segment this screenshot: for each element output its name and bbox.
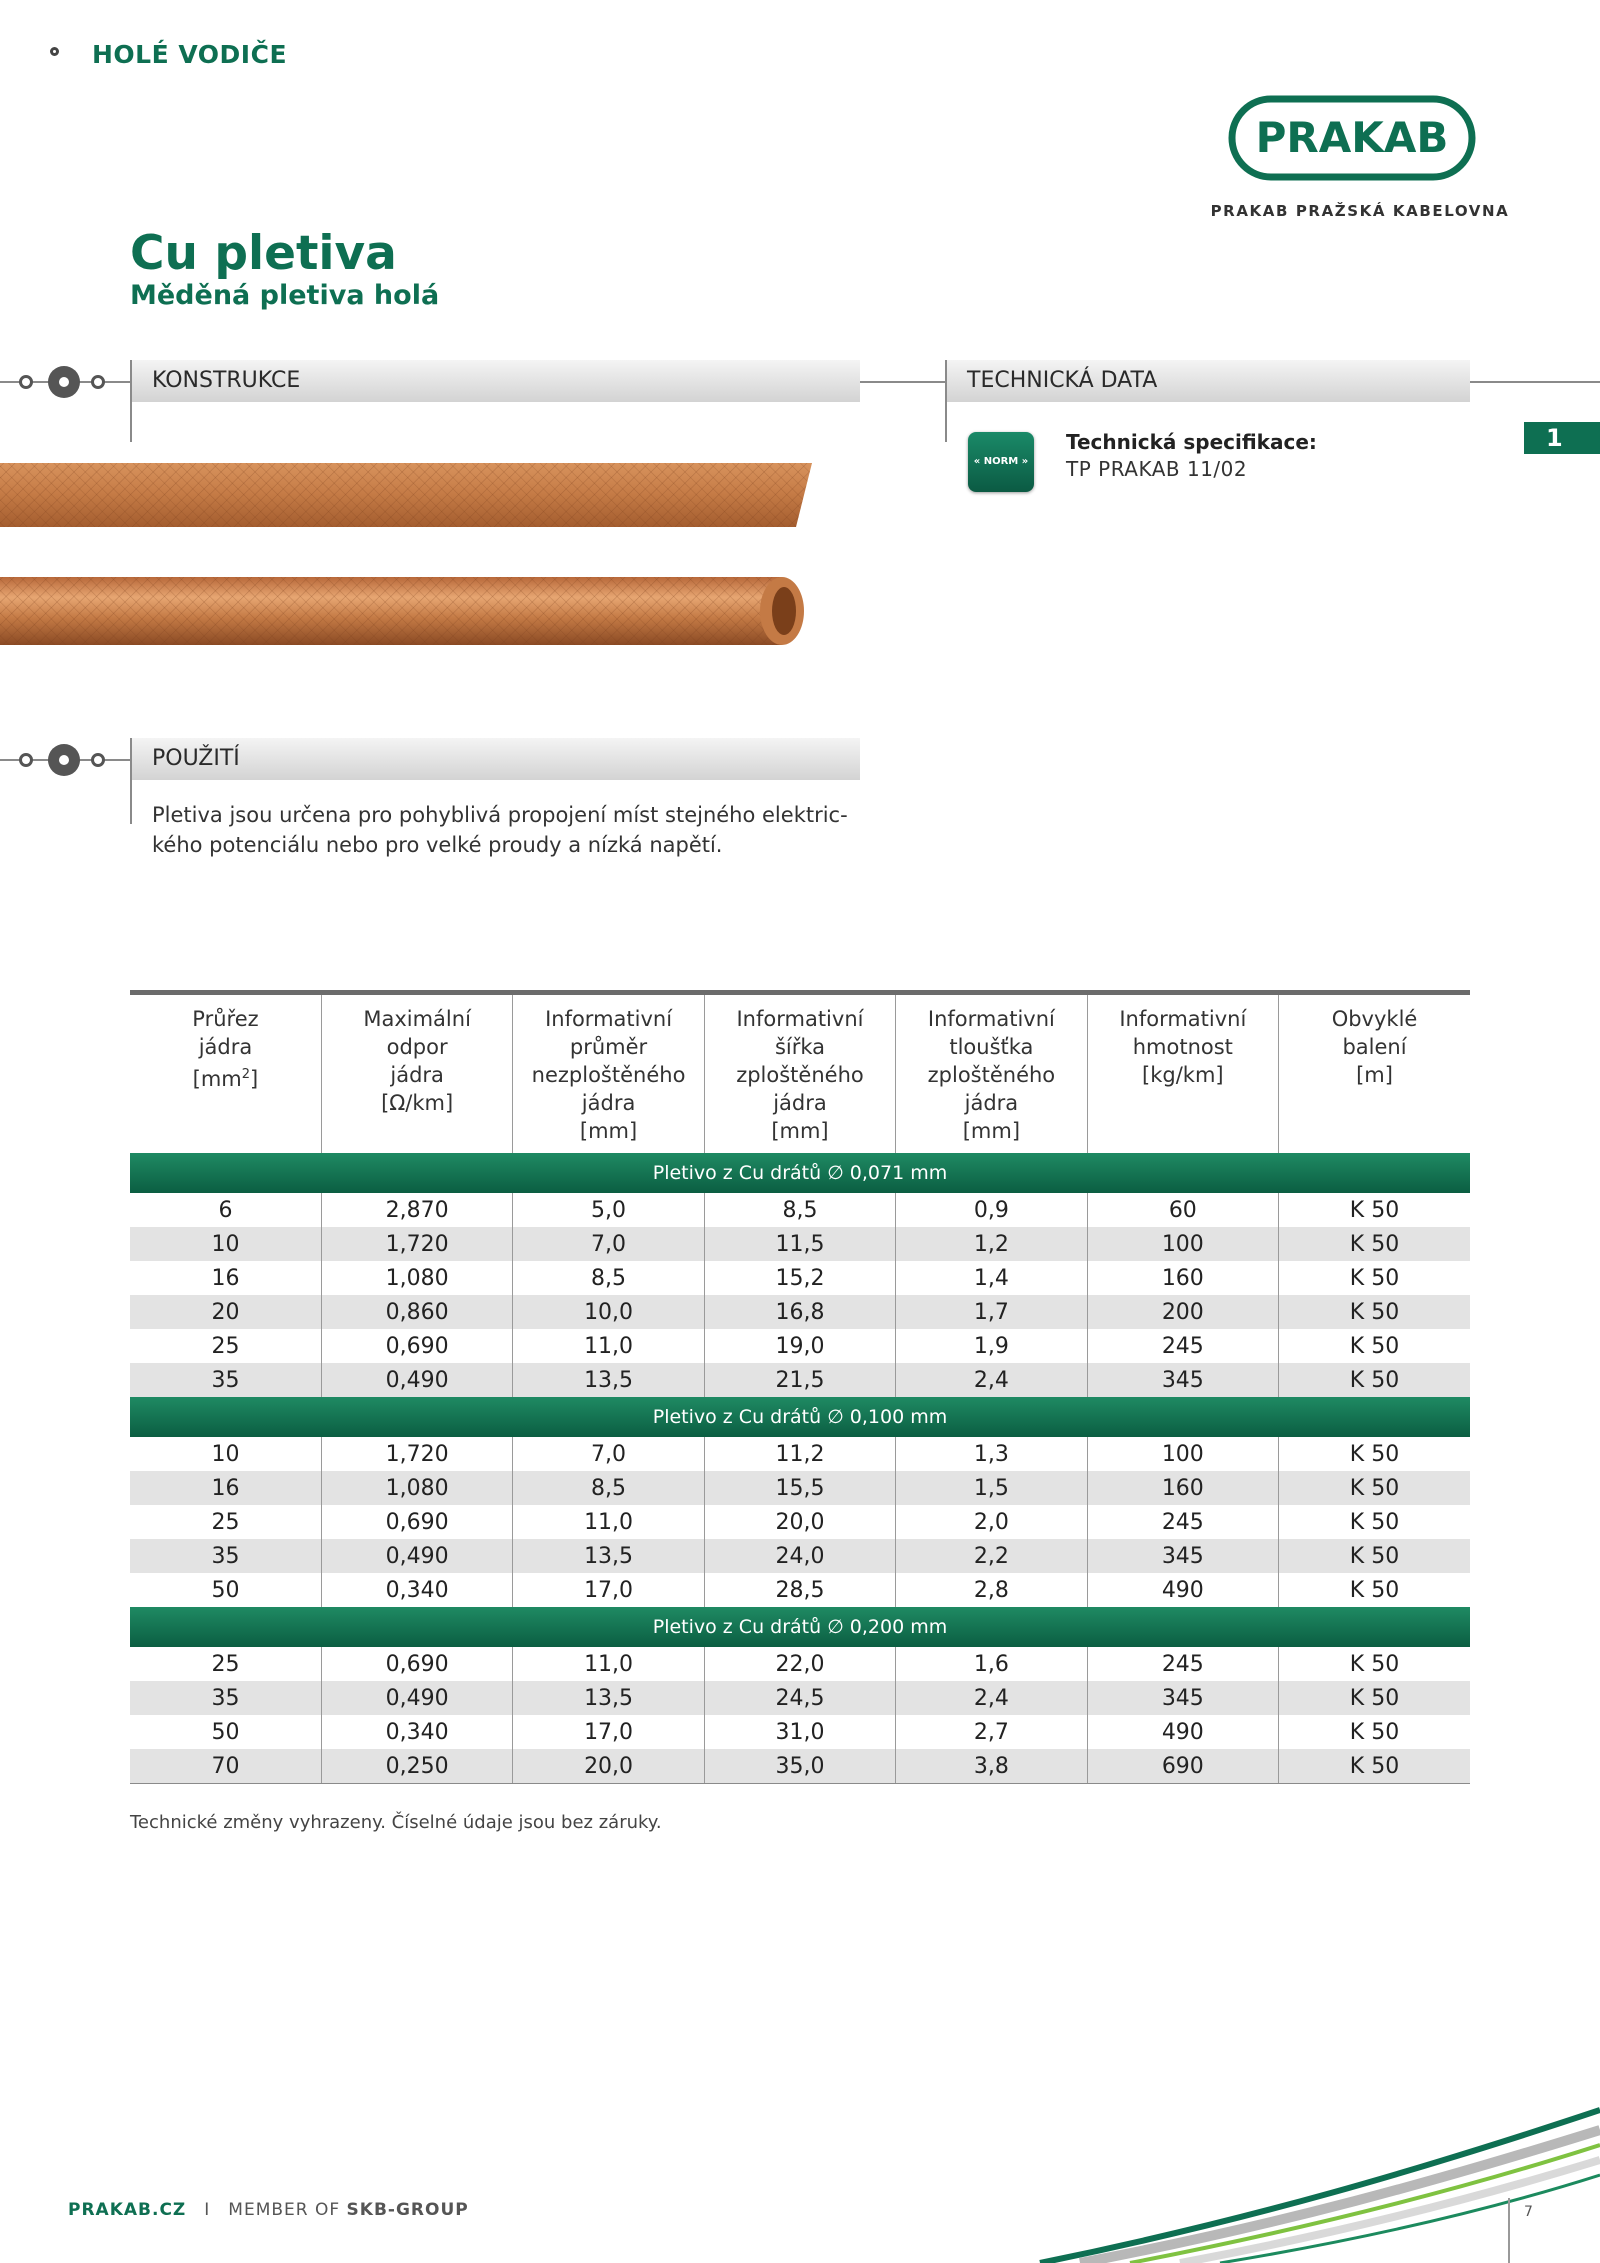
table-row	[130, 1363, 1470, 1397]
table-cell: 11,2	[704, 1437, 895, 1471]
table-cell: 28,5	[704, 1573, 895, 1607]
prakab-logo	[1228, 95, 1476, 181]
table-cell: 20,0	[513, 1749, 704, 1784]
group-title: Pletivo z Cu drátů ∅ 0,100 mm	[130, 1397, 1470, 1437]
section-label: HOLÉ VODIČE	[92, 40, 288, 69]
table-cell: 25	[130, 1505, 321, 1539]
table-cell: 1,3	[896, 1437, 1087, 1471]
unit-text: [m]	[1356, 1063, 1393, 1087]
table-cell: 13,5	[513, 1539, 704, 1573]
table-cell: 6	[130, 1193, 321, 1227]
table-cell: 245	[1087, 1505, 1278, 1539]
spec-value: TP PRAKAB 11/02	[1066, 457, 1248, 481]
table-cell: 0,9	[896, 1193, 1087, 1227]
table-cell: 2,7	[896, 1715, 1087, 1749]
table-cell: 1,6	[896, 1647, 1087, 1681]
column-header-line: šířka	[774, 1035, 826, 1059]
table-cell: 490	[1087, 1573, 1278, 1607]
column-header	[513, 993, 704, 1154]
table-cell: 1,080	[321, 1471, 512, 1505]
product-table	[130, 990, 1470, 1784]
usage-header: POUŽITÍ	[130, 738, 860, 780]
norm-icon: « NORM »	[968, 432, 1034, 492]
ring-large-icon	[48, 366, 80, 398]
construction-header: KONSTRUKCE	[130, 360, 860, 402]
table-cell: 0,490	[321, 1681, 512, 1715]
ring-small-icon	[19, 753, 33, 767]
chapter-tab: 1	[1524, 422, 1600, 454]
table-cell: 2,0	[896, 1505, 1087, 1539]
table-cell: 24,0	[704, 1539, 895, 1573]
page-title: Cu pletiva	[130, 226, 397, 281]
table-cell: 20	[130, 1295, 321, 1329]
divider	[860, 381, 945, 383]
footer	[68, 2200, 469, 2220]
divider	[130, 738, 132, 824]
table-cell: 0,690	[321, 1647, 512, 1681]
table-cell: 5,0	[513, 1193, 704, 1227]
table-cell: K 50	[1279, 1539, 1470, 1573]
column-header-line: jádra	[390, 1063, 444, 1087]
unit-text: [kg/km]	[1142, 1063, 1224, 1087]
table-cell: 0,690	[321, 1329, 512, 1363]
table-cell: 20,0	[704, 1505, 895, 1539]
table-cell: 70	[130, 1749, 321, 1784]
table-cell: 245	[1087, 1329, 1278, 1363]
unit-text: [mm	[192, 1067, 242, 1091]
page-number: 7	[1524, 2204, 1533, 2220]
column-unit	[900, 1117, 1082, 1145]
table-cell: 60	[1087, 1193, 1278, 1227]
column-header-line: tloušťka	[949, 1035, 1034, 1059]
column-header	[1279, 993, 1470, 1154]
column-header-line: nezploštěného	[531, 1063, 686, 1087]
table-cell: 25	[130, 1329, 321, 1363]
table-cell: 1,2	[896, 1227, 1087, 1261]
table-row	[130, 1295, 1470, 1329]
table-cell: 100	[1087, 1227, 1278, 1261]
usage-text-line: kého potenciálu nebo pro velké proudy a nízká napětí.	[152, 833, 723, 857]
table-cell: 8,5	[513, 1261, 704, 1295]
disclaimer-note: Technické změny vyhrazeny. Číselné údaje jsou bez záruky.	[130, 1812, 662, 1833]
table-row	[130, 1193, 1470, 1227]
unit-text: [mm]	[962, 1119, 1021, 1143]
table-cell: 15,2	[704, 1261, 895, 1295]
table-cell: 345	[1087, 1539, 1278, 1573]
column-header	[1087, 993, 1278, 1154]
table-cell: 160	[1087, 1471, 1278, 1505]
table-cell: 0,490	[321, 1539, 512, 1573]
table-cell: 0,690	[321, 1505, 512, 1539]
cable-decoration	[1000, 2100, 1600, 2263]
table-cell: 35	[130, 1681, 321, 1715]
column-header-line: Maximální	[363, 1007, 471, 1031]
table-cell: 50	[130, 1715, 321, 1749]
column-header-line: jádra	[581, 1091, 636, 1115]
table-cell: 11,0	[513, 1505, 704, 1539]
table-row	[130, 1261, 1470, 1295]
table-row	[130, 1715, 1470, 1749]
column-unit	[326, 1089, 508, 1117]
copper-braid-illustration	[0, 455, 830, 665]
unit-superscript: 2	[241, 1067, 251, 1082]
table-cell: 2,4	[896, 1363, 1087, 1397]
table-cell: 15,5	[704, 1471, 895, 1505]
divider	[945, 360, 947, 442]
table-row	[130, 1471, 1470, 1505]
table-cell: 13,5	[513, 1363, 704, 1397]
table-cell: 16,8	[704, 1295, 895, 1329]
table-cell: K 50	[1349, 1509, 1400, 1535]
table-cell: K 50	[1349, 1651, 1400, 1677]
table-cell: 35	[130, 1363, 321, 1397]
table-cell: 10	[130, 1437, 321, 1471]
table-cell: 1,720	[321, 1227, 512, 1261]
table-cell: 100	[1087, 1437, 1278, 1471]
table-row	[130, 1505, 1470, 1539]
unit-text: [mm]	[771, 1119, 829, 1143]
column-header-line: průměr	[569, 1035, 648, 1059]
table-row	[130, 1573, 1470, 1607]
table-cell: 1,9	[896, 1329, 1087, 1363]
table-cell: 160	[1087, 1261, 1278, 1295]
bullet-icon	[50, 47, 59, 56]
table-cell: K 50	[1279, 1363, 1470, 1397]
table-cell: K 50	[1349, 1333, 1400, 1359]
table-cell: 11,5	[704, 1227, 895, 1261]
table-cell: 11,0	[513, 1647, 704, 1681]
divider	[130, 360, 132, 442]
column-header-line: Informativní	[1119, 1007, 1247, 1031]
table-cell: K 50	[1279, 1471, 1470, 1505]
table-cell: 10,0	[513, 1295, 704, 1329]
table-cell: K 50	[1349, 1719, 1400, 1745]
usage-text-line: Pletiva jsou určena pro pohyblivá propojení míst stejného elektric-	[152, 803, 848, 827]
table-cell: 345	[1087, 1363, 1278, 1397]
table-group-row	[130, 1397, 1470, 1437]
unit-text: [Ω/km]	[381, 1091, 454, 1115]
column-header	[704, 993, 895, 1154]
unit-text: [mm]	[579, 1119, 638, 1143]
unit-text: ]	[250, 1067, 259, 1091]
table-cell: K 50	[1349, 1441, 1400, 1467]
technical-data-header: TECHNICKÁ DATA	[945, 360, 1470, 402]
column-header-line: jádra	[773, 1091, 827, 1115]
table-row	[130, 1647, 1470, 1681]
table-row	[130, 1539, 1470, 1573]
column-header-line: zploštěného	[927, 1063, 1056, 1087]
column-header-line: balení	[1342, 1035, 1407, 1059]
column-header-line: Informativní	[927, 1007, 1055, 1031]
ring-large-icon	[48, 744, 80, 776]
column-header-line: Průřez	[192, 1007, 259, 1031]
table-cell: 690	[1087, 1749, 1278, 1784]
column-unit	[517, 1117, 699, 1145]
table-cell: 50	[130, 1573, 321, 1607]
table-cell: 7,0	[513, 1437, 704, 1471]
table-cell: 345	[1087, 1681, 1278, 1715]
page-subtitle: Měděná pletiva holá	[130, 280, 440, 311]
table-cell: 200	[1087, 1295, 1278, 1329]
table-cell: K 50	[1349, 1197, 1400, 1223]
column-header-line: hmotnost	[1132, 1035, 1233, 1059]
column-unit	[134, 1061, 317, 1093]
table-cell: 13,5	[513, 1681, 704, 1715]
table-cell: 25	[130, 1647, 321, 1681]
table-cell: 490	[1087, 1715, 1278, 1749]
table-cell: 22,0	[704, 1647, 895, 1681]
table-row	[130, 1329, 1470, 1363]
table-cell: 35	[130, 1539, 321, 1573]
table-cell: 19,0	[704, 1329, 895, 1363]
column-header-line: jádra	[198, 1035, 253, 1059]
footer-member-prefix: MEMBER OF	[228, 2200, 347, 2220]
table-row	[130, 1749, 1470, 1784]
divider	[1508, 2198, 1510, 2263]
column-header-line: Informativní	[736, 1007, 864, 1031]
logo-subtitle: PRAKAB PRAŽSKÁ KABELOVNA	[1210, 202, 1510, 220]
table-cell: 2,870	[321, 1193, 512, 1227]
table-group-row	[130, 1607, 1470, 1647]
table-cell: 0,250	[321, 1749, 512, 1784]
table-cell: 16	[130, 1261, 321, 1295]
table-cell: K 50	[1279, 1227, 1470, 1261]
column-header	[321, 993, 512, 1154]
footer-separator: I	[204, 2200, 211, 2220]
table-cell: 8,5	[704, 1193, 895, 1227]
table-cell: 21,5	[704, 1363, 895, 1397]
table-cell: 2,4	[896, 1681, 1087, 1715]
table-cell: 11,0	[513, 1329, 704, 1363]
table-cell: K 50	[1349, 1577, 1400, 1603]
table-header-row	[130, 993, 1470, 1154]
column-unit	[1092, 1061, 1274, 1089]
table-cell: 24,5	[704, 1681, 895, 1715]
footer-brand-link[interactable]: PRAKAB.CZ	[68, 2200, 187, 2220]
column-header-line: odpor	[386, 1035, 448, 1059]
table-cell: 0,860	[321, 1295, 512, 1329]
table-cell: 3,8	[896, 1749, 1087, 1784]
logo-text: PRAKAB	[1255, 113, 1449, 162]
column-header	[896, 993, 1087, 1154]
table-cell: K 50	[1279, 1681, 1470, 1715]
ring-small-icon	[91, 375, 105, 389]
footer-member-group: SKB-GROUP	[346, 2200, 469, 2220]
column-unit	[1283, 1061, 1466, 1089]
table-cell: 0,340	[321, 1715, 512, 1749]
ring-small-icon	[91, 753, 105, 767]
table-row	[130, 1681, 1470, 1715]
column-header-line: jádra	[964, 1091, 1019, 1115]
column-header	[130, 993, 321, 1154]
table-cell: 10	[130, 1227, 321, 1261]
group-title: Pletivo z Cu drátů ∅ 0,071 mm	[130, 1153, 1470, 1193]
table-cell: 0,490	[321, 1363, 512, 1397]
divider	[1470, 381, 1600, 383]
table-cell: 17,0	[513, 1715, 704, 1749]
column-header-line: Informativní	[545, 1007, 673, 1031]
table-body	[130, 1153, 1470, 1784]
table-cell: 16	[130, 1471, 321, 1505]
table-cell: K 50	[1279, 1749, 1470, 1784]
table-cell: 17,0	[513, 1573, 704, 1607]
table-cell: 1,720	[321, 1437, 512, 1471]
column-header-line: Obvyklé	[1331, 1007, 1418, 1031]
table-cell: 1,080	[321, 1261, 512, 1295]
table-cell: 35,0	[704, 1749, 895, 1784]
table-cell: 2,2	[896, 1539, 1087, 1573]
column-unit	[709, 1117, 891, 1145]
column-header-line: zploštěného	[736, 1063, 864, 1087]
table-cell: 31,0	[704, 1715, 895, 1749]
table-cell: K 50	[1349, 1265, 1400, 1291]
table-cell: K 50	[1279, 1295, 1470, 1329]
table-cell: 2,8	[896, 1573, 1087, 1607]
usage-text	[152, 800, 872, 860]
table-row	[130, 1437, 1470, 1471]
table-cell: 7,0	[513, 1227, 704, 1261]
table-cell: 1,5	[896, 1471, 1087, 1505]
table-group-row	[130, 1153, 1470, 1193]
table-row	[130, 1227, 1470, 1261]
table-cell: 1,7	[896, 1295, 1087, 1329]
table-cell: 0,340	[321, 1573, 512, 1607]
group-title: Pletivo z Cu drátů ∅ 0,200 mm	[130, 1607, 1470, 1647]
table-cell: 245	[1087, 1647, 1278, 1681]
table-cell: 8,5	[513, 1471, 704, 1505]
spec-label: Technická specifikace:	[1066, 430, 1317, 454]
ring-small-icon	[19, 375, 33, 389]
table-cell: 1,4	[896, 1261, 1087, 1295]
